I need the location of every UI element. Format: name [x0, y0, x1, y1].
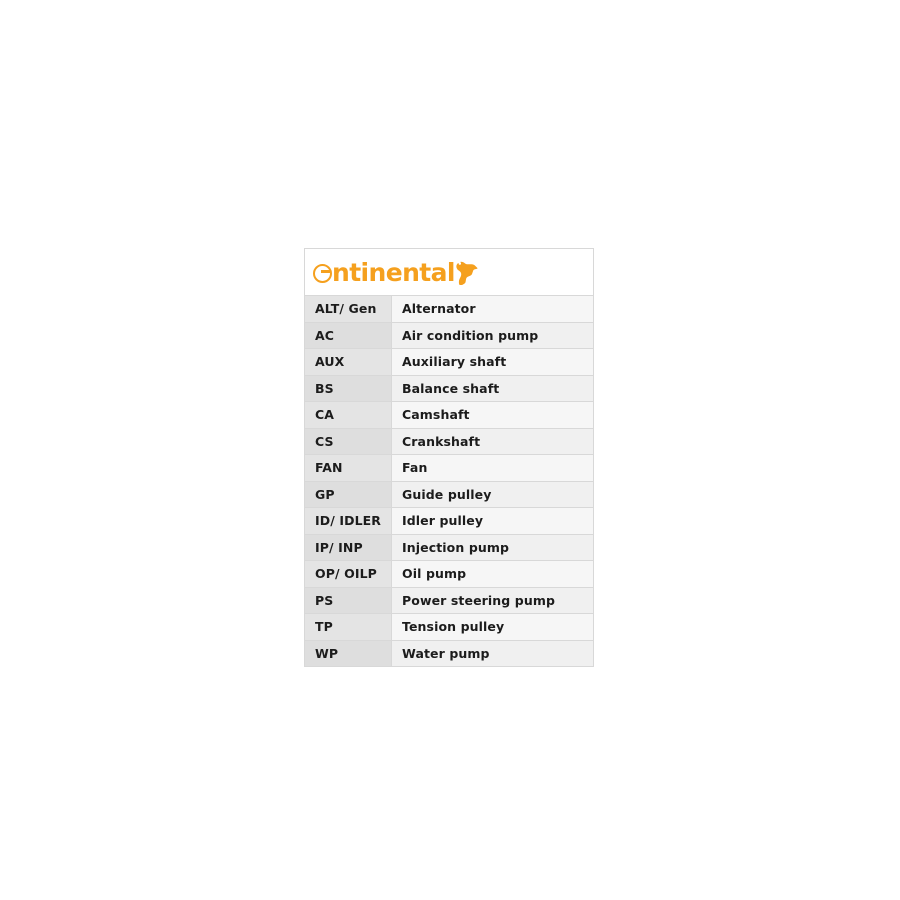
brand-logo-cell — [305, 249, 594, 296]
legend-abbr: PS — [305, 587, 392, 614]
table-row — [305, 561, 594, 588]
legend-desc: Fan — [392, 455, 594, 482]
table-row — [305, 534, 594, 561]
table-row — [305, 614, 594, 641]
legend-abbr: CA — [305, 402, 392, 429]
c-ring-icon — [313, 264, 333, 284]
legend-table-body — [305, 249, 594, 667]
legend-abbr: TP — [305, 614, 392, 641]
legend-abbr: ALT/ Gen — [305, 296, 392, 323]
legend-desc: Power steering pump — [392, 587, 594, 614]
legend-desc: Oil pump — [392, 561, 594, 588]
legend-desc: Injection pump — [392, 534, 594, 561]
brand-logo-text: ntinental — [332, 257, 455, 287]
table-row — [305, 640, 594, 667]
legend-brand-row — [305, 249, 594, 296]
legend-abbr: AUX — [305, 349, 392, 376]
legend-desc: Idler pulley — [392, 508, 594, 535]
table-row — [305, 322, 594, 349]
table-row — [305, 349, 594, 376]
legend-desc: Tension pulley — [392, 614, 594, 641]
legend-abbr: OP/ OILP — [305, 561, 392, 588]
legend-abbr: IP/ INP — [305, 534, 392, 561]
legend-abbr: ID/ IDLER — [305, 508, 392, 535]
legend-desc: Crankshaft — [392, 428, 594, 455]
legend-abbr: BS — [305, 375, 392, 402]
horse-icon — [456, 259, 478, 285]
table-row — [305, 402, 594, 429]
brand-logo — [311, 249, 593, 295]
legend-abbr: CS — [305, 428, 392, 455]
legend-desc: Balance shaft — [392, 375, 594, 402]
legend-abbr: AC — [305, 322, 392, 349]
table-row — [305, 508, 594, 535]
table-row — [305, 428, 594, 455]
legend-desc: Guide pulley — [392, 481, 594, 508]
legend-abbr: WP — [305, 640, 392, 667]
table-row — [305, 375, 594, 402]
legend-desc: Alternator — [392, 296, 594, 323]
abbreviation-legend-table — [304, 248, 594, 667]
continental-wordmark — [313, 257, 455, 287]
table-row — [305, 587, 594, 614]
table-row — [305, 481, 594, 508]
legend-abbr: GP — [305, 481, 392, 508]
legend-desc: Water pump — [392, 640, 594, 667]
table-row — [305, 296, 594, 323]
table-row — [305, 455, 594, 482]
legend-desc: Auxiliary shaft — [392, 349, 594, 376]
legend-desc: Air condition pump — [392, 322, 594, 349]
legend-desc: Camshaft — [392, 402, 594, 429]
legend-abbr: FAN — [305, 455, 392, 482]
